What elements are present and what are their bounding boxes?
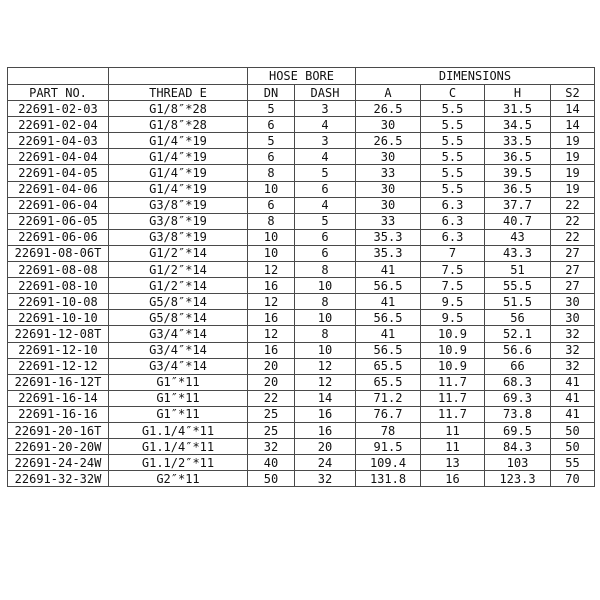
hose-bore-group-header: HOSE BORE bbox=[248, 68, 356, 85]
dim-a-cell: 41 bbox=[356, 262, 421, 278]
dash-cell: 3 bbox=[295, 101, 356, 117]
s2-cell: 27 bbox=[551, 278, 595, 294]
dim-h-cell: 39.5 bbox=[485, 165, 551, 181]
thread-cell: G1/2″*14 bbox=[109, 245, 248, 261]
thread-cell: G1/2″*14 bbox=[109, 262, 248, 278]
group-header-row bbox=[8, 68, 595, 85]
part-no-cell: 22691-16-14 bbox=[8, 390, 109, 406]
dn-cell: 50 bbox=[248, 471, 295, 487]
thread-cell: G3/8″*19 bbox=[109, 213, 248, 229]
table-row bbox=[8, 422, 595, 438]
dn-cell: 8 bbox=[248, 165, 295, 181]
dim-h-cell: 123.3 bbox=[485, 471, 551, 487]
dn-cell: 16 bbox=[248, 278, 295, 294]
dim-c-cell: 10.9 bbox=[421, 342, 485, 358]
dn-cell: 16 bbox=[248, 342, 295, 358]
dash-cell: 10 bbox=[295, 342, 356, 358]
dim-c-cell: 11.7 bbox=[421, 406, 485, 422]
thread-cell: G3/8″*19 bbox=[109, 197, 248, 213]
col-header-h: H bbox=[485, 85, 551, 101]
dim-a-cell: 65.5 bbox=[356, 374, 421, 390]
dim-a-cell: 41 bbox=[356, 294, 421, 310]
dn-cell: 40 bbox=[248, 455, 295, 471]
table-row bbox=[8, 181, 595, 197]
dn-cell: 8 bbox=[248, 213, 295, 229]
dim-a-cell: 35.3 bbox=[356, 229, 421, 245]
part-no-cell: 22691-12-08T bbox=[8, 326, 109, 342]
table-row bbox=[8, 439, 595, 455]
part-no-cell: 22691-02-04 bbox=[8, 117, 109, 133]
dim-h-cell: 103 bbox=[485, 455, 551, 471]
dim-c-cell: 5.5 bbox=[421, 149, 485, 165]
dash-cell: 16 bbox=[295, 422, 356, 438]
dim-c-cell: 10.9 bbox=[421, 358, 485, 374]
dash-cell: 8 bbox=[295, 326, 356, 342]
column-header-row bbox=[8, 85, 595, 101]
dim-h-cell: 40.7 bbox=[485, 213, 551, 229]
s2-cell: 22 bbox=[551, 213, 595, 229]
part-no-cell: 22691-08-08 bbox=[8, 262, 109, 278]
part-no-cell: 22691-12-12 bbox=[8, 358, 109, 374]
thread-cell: G1″*11 bbox=[109, 390, 248, 406]
dim-c-cell: 5.5 bbox=[421, 133, 485, 149]
part-no-cell: 22691-08-10 bbox=[8, 278, 109, 294]
s2-cell: 22 bbox=[551, 229, 595, 245]
dash-cell: 5 bbox=[295, 213, 356, 229]
s2-cell: 70 bbox=[551, 471, 595, 487]
table-row bbox=[8, 245, 595, 261]
dim-h-cell: 36.5 bbox=[485, 149, 551, 165]
dim-c-cell: 13 bbox=[421, 455, 485, 471]
dim-h-cell: 56.6 bbox=[485, 342, 551, 358]
dash-cell: 20 bbox=[295, 439, 356, 455]
dim-a-cell: 30 bbox=[356, 117, 421, 133]
thread-cell: G1.1/4″*11 bbox=[109, 422, 248, 438]
dim-h-cell: 51 bbox=[485, 262, 551, 278]
dim-h-cell: 73.8 bbox=[485, 406, 551, 422]
dim-c-cell: 7.5 bbox=[421, 262, 485, 278]
part-no-cell: 22691-12-10 bbox=[8, 342, 109, 358]
part-no-cell: 22691-06-06 bbox=[8, 229, 109, 245]
dim-h-cell: 51.5 bbox=[485, 294, 551, 310]
table-row bbox=[8, 471, 595, 487]
dim-a-cell: 56.5 bbox=[356, 278, 421, 294]
dim-c-cell: 10.9 bbox=[421, 326, 485, 342]
col-header-thread-e: THREAD E bbox=[109, 85, 248, 101]
table-row bbox=[8, 294, 595, 310]
s2-cell: 14 bbox=[551, 101, 595, 117]
part-no-cell: 22691-16-12T bbox=[8, 374, 109, 390]
s2-cell: 27 bbox=[551, 262, 595, 278]
dim-a-cell: 131.8 bbox=[356, 471, 421, 487]
table-row bbox=[8, 262, 595, 278]
s2-cell: 41 bbox=[551, 406, 595, 422]
s2-cell: 41 bbox=[551, 374, 595, 390]
dash-cell: 6 bbox=[295, 229, 356, 245]
s2-cell: 14 bbox=[551, 117, 595, 133]
table-row bbox=[8, 229, 595, 245]
col-header-s2: S2 bbox=[551, 85, 595, 101]
thread-cell: G1/8″*28 bbox=[109, 101, 248, 117]
dim-h-cell: 34.5 bbox=[485, 117, 551, 133]
s2-cell: 32 bbox=[551, 358, 595, 374]
dash-cell: 8 bbox=[295, 294, 356, 310]
dash-cell: 8 bbox=[295, 262, 356, 278]
dn-cell: 6 bbox=[248, 117, 295, 133]
part-no-cell: 22691-10-10 bbox=[8, 310, 109, 326]
s2-cell: 19 bbox=[551, 149, 595, 165]
dn-cell: 12 bbox=[248, 326, 295, 342]
dn-cell: 5 bbox=[248, 133, 295, 149]
part-no-cell: 22691-20-16T bbox=[8, 422, 109, 438]
dim-c-cell: 9.5 bbox=[421, 310, 485, 326]
dim-h-cell: 66 bbox=[485, 358, 551, 374]
s2-cell: 19 bbox=[551, 133, 595, 149]
s2-cell: 30 bbox=[551, 294, 595, 310]
part-no-cell: 22691-24-24W bbox=[8, 455, 109, 471]
dim-c-cell: 16 bbox=[421, 471, 485, 487]
dim-a-cell: 33 bbox=[356, 165, 421, 181]
part-no-cell: 22691-04-04 bbox=[8, 149, 109, 165]
dimensions-group-header: DIMENSIONS bbox=[356, 68, 595, 85]
thread-cell: G1.1/4″*11 bbox=[109, 439, 248, 455]
dash-cell: 32 bbox=[295, 471, 356, 487]
part-no-cell: 22691-04-06 bbox=[8, 181, 109, 197]
fittings-dimension-table bbox=[7, 67, 595, 487]
thread-cell: G1/4″*19 bbox=[109, 149, 248, 165]
dim-h-cell: 52.1 bbox=[485, 326, 551, 342]
blank-header-cell bbox=[8, 68, 109, 85]
dim-a-cell: 65.5 bbox=[356, 358, 421, 374]
dim-a-cell: 71.2 bbox=[356, 390, 421, 406]
table-row bbox=[8, 133, 595, 149]
thread-cell: G1/2″*14 bbox=[109, 278, 248, 294]
col-header-c: C bbox=[421, 85, 485, 101]
thread-cell: G1/8″*28 bbox=[109, 117, 248, 133]
dim-h-cell: 56 bbox=[485, 310, 551, 326]
table-row bbox=[8, 342, 595, 358]
s2-cell: 50 bbox=[551, 422, 595, 438]
col-header-part-no: PART NO. bbox=[8, 85, 109, 101]
dn-cell: 22 bbox=[248, 390, 295, 406]
table-row bbox=[8, 197, 595, 213]
table-row bbox=[8, 310, 595, 326]
table-row bbox=[8, 149, 595, 165]
part-no-cell: 22691-16-16 bbox=[8, 406, 109, 422]
part-no-cell: 22691-32-32W bbox=[8, 471, 109, 487]
dim-a-cell: 30 bbox=[356, 181, 421, 197]
dash-cell: 3 bbox=[295, 133, 356, 149]
dash-cell: 12 bbox=[295, 374, 356, 390]
table-row bbox=[8, 455, 595, 471]
dim-h-cell: 31.5 bbox=[485, 101, 551, 117]
thread-cell: G3/4″*14 bbox=[109, 326, 248, 342]
dim-c-cell: 5.5 bbox=[421, 117, 485, 133]
part-no-cell: 22691-20-20W bbox=[8, 439, 109, 455]
table-row bbox=[8, 165, 595, 181]
dash-cell: 4 bbox=[295, 117, 356, 133]
s2-cell: 55 bbox=[551, 455, 595, 471]
table-row bbox=[8, 326, 595, 342]
s2-cell: 27 bbox=[551, 245, 595, 261]
dim-a-cell: 91.5 bbox=[356, 439, 421, 455]
s2-cell: 32 bbox=[551, 342, 595, 358]
col-header-dn: DN bbox=[248, 85, 295, 101]
s2-cell: 30 bbox=[551, 310, 595, 326]
thread-cell: G1″*11 bbox=[109, 406, 248, 422]
dim-a-cell: 109.4 bbox=[356, 455, 421, 471]
dash-cell: 16 bbox=[295, 406, 356, 422]
part-no-cell: 22691-02-03 bbox=[8, 101, 109, 117]
dn-cell: 20 bbox=[248, 374, 295, 390]
dn-cell: 12 bbox=[248, 294, 295, 310]
thread-cell: G5/8″*14 bbox=[109, 294, 248, 310]
part-no-cell: 22691-04-03 bbox=[8, 133, 109, 149]
dim-c-cell: 6.3 bbox=[421, 213, 485, 229]
table-row bbox=[8, 406, 595, 422]
table-row bbox=[8, 101, 595, 117]
thread-cell: G2″*11 bbox=[109, 471, 248, 487]
dim-a-cell: 78 bbox=[356, 422, 421, 438]
table-row bbox=[8, 278, 595, 294]
dim-a-cell: 56.5 bbox=[356, 310, 421, 326]
dim-a-cell: 56.5 bbox=[356, 342, 421, 358]
table-row bbox=[8, 358, 595, 374]
dim-a-cell: 33 bbox=[356, 213, 421, 229]
dash-cell: 14 bbox=[295, 390, 356, 406]
dim-h-cell: 43.3 bbox=[485, 245, 551, 261]
dash-cell: 6 bbox=[295, 245, 356, 261]
dim-c-cell: 11.7 bbox=[421, 374, 485, 390]
table-row bbox=[8, 390, 595, 406]
s2-cell: 19 bbox=[551, 181, 595, 197]
table-row bbox=[8, 374, 595, 390]
thread-cell: G1.1/2″*11 bbox=[109, 455, 248, 471]
thread-cell: G5/8″*14 bbox=[109, 310, 248, 326]
part-no-cell: 22691-06-04 bbox=[8, 197, 109, 213]
thread-cell: G1/4″*19 bbox=[109, 181, 248, 197]
part-no-cell: 22691-06-05 bbox=[8, 213, 109, 229]
col-header-a: A bbox=[356, 85, 421, 101]
thread-cell: G1/4″*19 bbox=[109, 133, 248, 149]
dash-cell: 24 bbox=[295, 455, 356, 471]
dim-c-cell: 11 bbox=[421, 422, 485, 438]
dim-a-cell: 76.7 bbox=[356, 406, 421, 422]
col-header-dash: DASH bbox=[295, 85, 356, 101]
dn-cell: 5 bbox=[248, 101, 295, 117]
part-no-cell: 22691-10-08 bbox=[8, 294, 109, 310]
thread-cell: G3/8″*19 bbox=[109, 229, 248, 245]
dn-cell: 32 bbox=[248, 439, 295, 455]
dn-cell: 6 bbox=[248, 197, 295, 213]
dim-c-cell: 6.3 bbox=[421, 197, 485, 213]
s2-cell: 32 bbox=[551, 326, 595, 342]
s2-cell: 50 bbox=[551, 439, 595, 455]
dash-cell: 6 bbox=[295, 181, 356, 197]
dn-cell: 6 bbox=[248, 149, 295, 165]
part-no-cell: 22691-08-06T bbox=[8, 245, 109, 261]
dim-h-cell: 69.3 bbox=[485, 390, 551, 406]
dim-h-cell: 68.3 bbox=[485, 374, 551, 390]
table-row bbox=[8, 117, 595, 133]
thread-cell: G3/4″*14 bbox=[109, 358, 248, 374]
s2-cell: 19 bbox=[551, 165, 595, 181]
dn-cell: 25 bbox=[248, 422, 295, 438]
dim-c-cell: 11 bbox=[421, 439, 485, 455]
dash-cell: 5 bbox=[295, 165, 356, 181]
dim-a-cell: 30 bbox=[356, 197, 421, 213]
dim-a-cell: 26.5 bbox=[356, 133, 421, 149]
s2-cell: 41 bbox=[551, 390, 595, 406]
dn-cell: 12 bbox=[248, 262, 295, 278]
dash-cell: 4 bbox=[295, 149, 356, 165]
dim-a-cell: 35.3 bbox=[356, 245, 421, 261]
dim-h-cell: 43 bbox=[485, 229, 551, 245]
dim-h-cell: 37.7 bbox=[485, 197, 551, 213]
dim-h-cell: 33.5 bbox=[485, 133, 551, 149]
thread-cell: G3/4″*14 bbox=[109, 342, 248, 358]
dim-c-cell: 7.5 bbox=[421, 278, 485, 294]
dim-h-cell: 36.5 bbox=[485, 181, 551, 197]
dim-h-cell: 84.3 bbox=[485, 439, 551, 455]
dash-cell: 4 bbox=[295, 197, 356, 213]
table-row bbox=[8, 213, 595, 229]
dn-cell: 20 bbox=[248, 358, 295, 374]
dim-c-cell: 5.5 bbox=[421, 165, 485, 181]
dim-c-cell: 5.5 bbox=[421, 101, 485, 117]
dim-c-cell: 7 bbox=[421, 245, 485, 261]
dash-cell: 12 bbox=[295, 358, 356, 374]
dn-cell: 25 bbox=[248, 406, 295, 422]
dim-c-cell: 11.7 bbox=[421, 390, 485, 406]
blank-header-cell bbox=[109, 68, 248, 85]
dn-cell: 10 bbox=[248, 229, 295, 245]
part-no-cell: 22691-04-05 bbox=[8, 165, 109, 181]
dim-c-cell: 5.5 bbox=[421, 181, 485, 197]
dim-c-cell: 6.3 bbox=[421, 229, 485, 245]
dim-a-cell: 41 bbox=[356, 326, 421, 342]
dash-cell: 10 bbox=[295, 310, 356, 326]
dn-cell: 10 bbox=[248, 245, 295, 261]
dim-c-cell: 9.5 bbox=[421, 294, 485, 310]
dim-a-cell: 30 bbox=[356, 149, 421, 165]
dim-a-cell: 26.5 bbox=[356, 101, 421, 117]
dn-cell: 10 bbox=[248, 181, 295, 197]
thread-cell: G1″*11 bbox=[109, 374, 248, 390]
dn-cell: 16 bbox=[248, 310, 295, 326]
dash-cell: 10 bbox=[295, 278, 356, 294]
s2-cell: 22 bbox=[551, 197, 595, 213]
dim-h-cell: 55.5 bbox=[485, 278, 551, 294]
dim-h-cell: 69.5 bbox=[485, 422, 551, 438]
thread-cell: G1/4″*19 bbox=[109, 165, 248, 181]
